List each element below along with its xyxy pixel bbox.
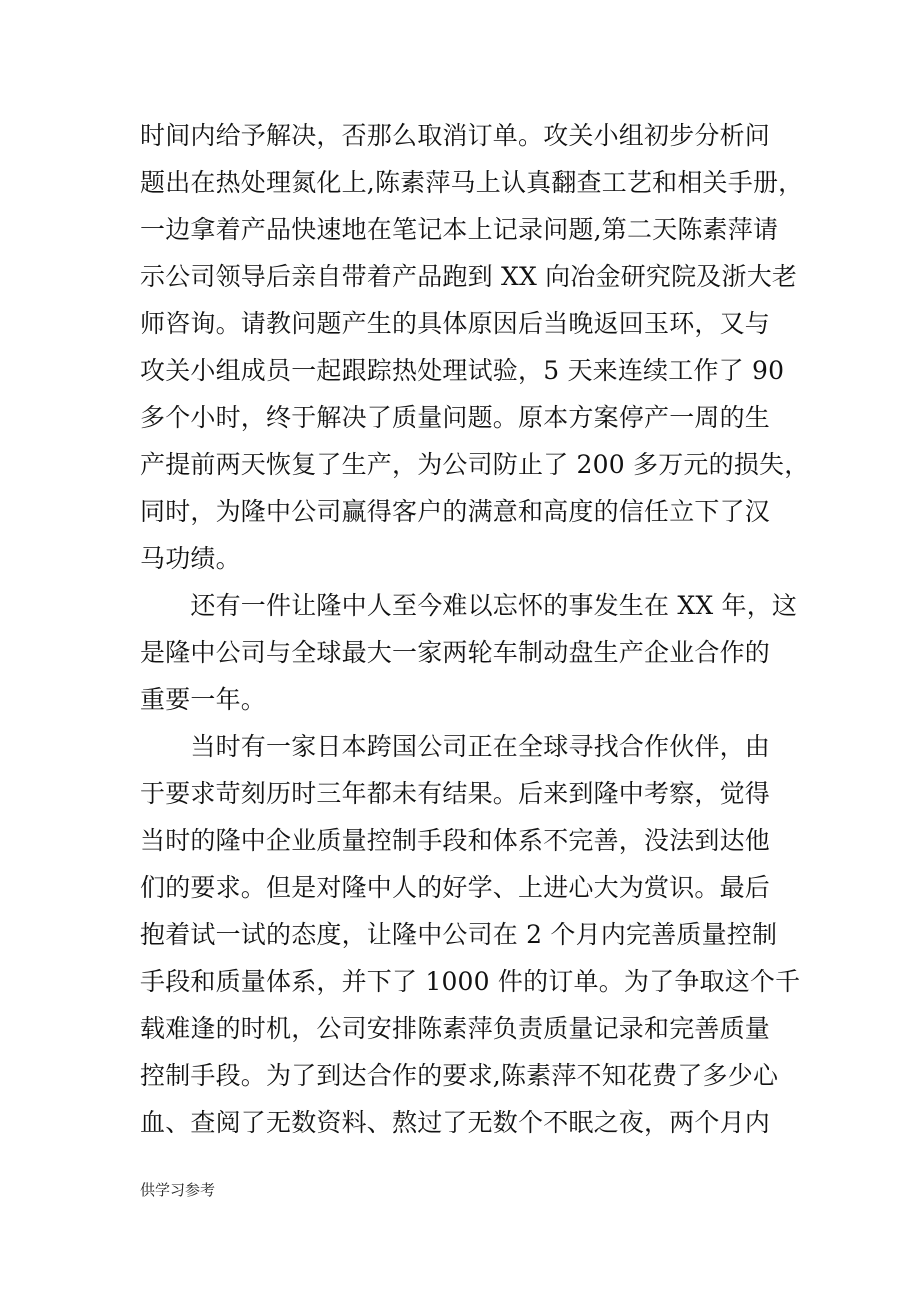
text-line: 题出在热处理氮化上,陈素萍马上认真翻查工艺和相关手册， xyxy=(140,168,804,197)
text-line: 是隆中公司与全球最大一家两轮车制动盘生产企业合作的 xyxy=(140,638,771,667)
text-line: 同时，为隆中公司赢得客户的满意和高度的信任立下了汉 xyxy=(140,497,771,526)
text-line: 时间内给予解决，否那么取消订单。攻关小组初步分析问 xyxy=(140,121,771,150)
text-line: 控制手段。为了到达合作的要求,陈素萍不知花费了多少心 xyxy=(140,1061,779,1090)
text-line: 当时的隆中企业质量控制手段和体系不完善，没法到达他 xyxy=(140,826,771,855)
body-text xyxy=(140,112,810,1146)
text-line: 马功绩。 xyxy=(140,544,241,573)
text-line: 血、查阅了无数资料、熬过了无数个不眠之夜，两个月内 xyxy=(140,1108,771,1137)
text-line: 于要求苛刻历时三年都未有结果。后来到隆中考察，觉得 xyxy=(140,779,771,808)
text-line: 师咨询。请教问题产生的具体原因后当晚返回玉环，又与 xyxy=(140,309,771,338)
text-line: 手段和质量体系，并下了 1000 件的订单。为了争取这个千 xyxy=(140,967,801,996)
text-line: 重要一年。 xyxy=(140,685,267,714)
text-line: 当时有一家日本跨国公司正在全球寻找合作伙伴，由 xyxy=(140,732,771,761)
text-line: 示公司领导后亲自带着产品跑到 XX 向冶金研究院及浙大老 xyxy=(140,262,798,291)
text-line: 们的要求。但是对隆中人的好学、上进心大为赏识。最后 xyxy=(140,873,771,902)
text-line: 多个小时，终于解决了质量问题。原本方案停产一周的生 xyxy=(140,403,771,432)
page-footer: 供学习参考 xyxy=(140,1181,216,1199)
text-line: 抱着试一试的态度，让隆中公司在 2 个月内完善质量控制 xyxy=(140,920,778,949)
text-line: 载难逢的时机，公司安排陈素萍负责质量记录和完善质量 xyxy=(140,1014,771,1043)
text-line: 一边拿着产品快速地在笔记本上记录问题,第二天陈素萍请 xyxy=(140,215,779,244)
text-line: 还有一件让隆中人至今难以忘怀的事发生在 XX 年，这 xyxy=(140,591,798,620)
text-line: 攻关小组成员一起跟踪热处理试验，5 天来连续工作了 90 xyxy=(140,356,785,385)
text-line: 产提前两天恢复了生产，为公司防止了 200 多万元的损失， xyxy=(140,450,810,479)
